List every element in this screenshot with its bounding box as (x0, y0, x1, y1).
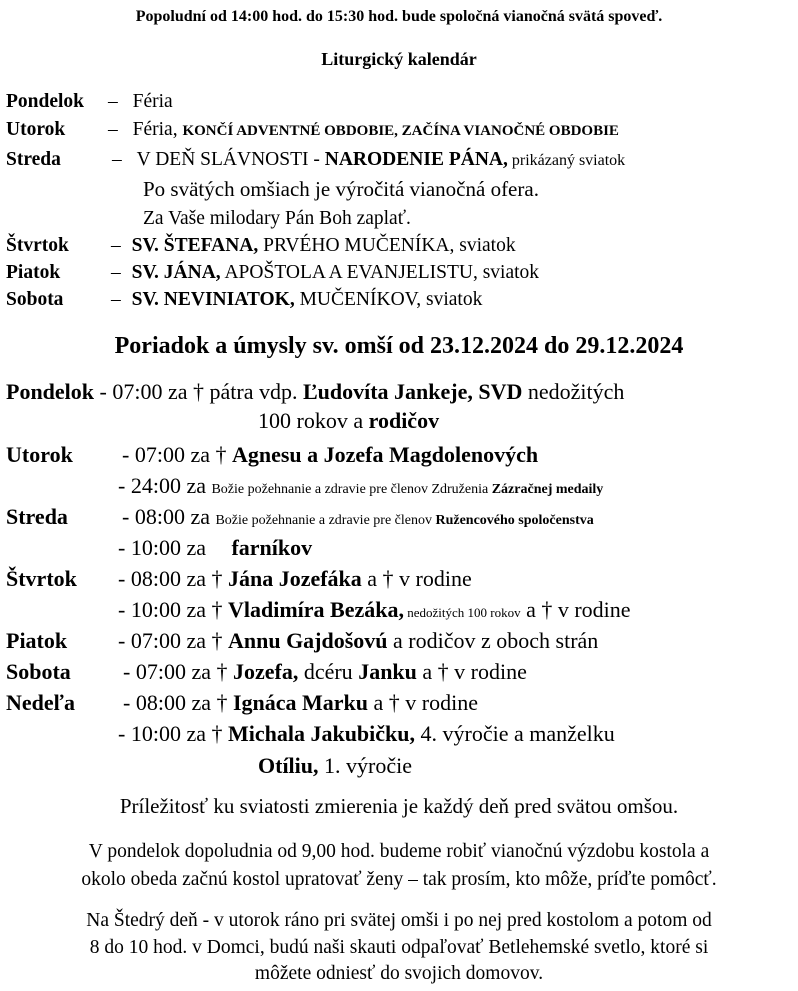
mass-intention-name: Zázračnej medaily (491, 482, 604, 497)
mass-time: - 07:00 za † (118, 628, 228, 653)
mass-intention-name: Ignáca Marku (232, 690, 369, 715)
mass-intention-text: a † v rodine (368, 690, 478, 715)
mass-intention-text: 1. výročie (318, 753, 412, 778)
mass-row-saturday (123, 661, 527, 683)
notice-decoration-line2: okolo obeda začnú kostol upratovať ženy – tak prosím, kto môže, príďte pomôcť. (81, 869, 717, 890)
mass-day-saturday: Sobota (6, 659, 71, 684)
calendar-entry-tuesday (108, 120, 619, 140)
calendar-day: Utorok (6, 119, 66, 140)
mass-intention-note: nedožitých 100 rokov (403, 605, 521, 620)
calendar-text: V DEŇ SLÁVNOSTI - (136, 149, 325, 170)
mass-intention-text: a † v rodine (416, 659, 527, 684)
calendar-text: Féria, (132, 119, 183, 140)
mass-time: - 24:00 za (118, 473, 212, 498)
mass-intention-text: nedožitých (522, 379, 625, 404)
calendar-entry-wednesday (112, 150, 625, 170)
calendar-dash: – (108, 91, 118, 112)
mass-time: - 10:00 za (118, 535, 212, 560)
mass-day-sunday: Nedeľa (6, 690, 75, 715)
calendar-feast-note: prikázaný sviatok (507, 152, 626, 169)
mass-row-tuesday-2 (118, 475, 603, 497)
calendar-dash: – (108, 119, 118, 140)
calendar-text: MUČENÍKOV, sviatok (294, 289, 483, 310)
mass-intention-name: Michala Jakubičku, (227, 721, 416, 746)
mass-intention-name: Ružencového spoločenstva (435, 513, 594, 528)
mass-day-thursday: Štvrtok (6, 566, 77, 591)
calendar-row-friday (6, 263, 60, 283)
mass-intention-name: Annu Gajdošovú (227, 628, 388, 653)
mass-row-wednesday-1 (122, 506, 594, 528)
calendar-text: PRVÉHO MUČENÍKA, sviatok (258, 235, 516, 256)
calendar-dash: – (111, 289, 121, 310)
mass-day: Pondelok (6, 379, 95, 404)
calendar-day: Piatok (6, 262, 61, 283)
calendar-entry-saturday (111, 290, 482, 310)
calendar-dash: – (111, 235, 121, 256)
calendar-feast: NARODENIE PÁNA, (324, 149, 508, 170)
thanks-note: Za Vaše milodary Pán Boh zaplať. (143, 208, 411, 229)
calendar-day: Štvrtok (6, 235, 69, 256)
mass-row-friday (118, 630, 598, 652)
notice-decoration-line1: V pondelok dopoludnia od 9,00 hod. budeme robiť vianočnú výzdobu kostola a (88, 841, 710, 862)
mass-day-tuesday: Utorok (6, 442, 73, 467)
calendar-title: Liturgický kalendár (321, 49, 477, 69)
mass-time: - 08:00 za † (118, 566, 228, 591)
notice-light-line2: 8 do 10 hod. v Domci, budú naši skauti odpaľovať Betlehemské svetlo, ktoré si (89, 937, 709, 958)
calendar-row-monday (6, 92, 84, 112)
mass-intention-name: Agnesu a Jozefa Magdolenových (231, 442, 539, 467)
mass-day-wednesday: Streda (6, 504, 68, 529)
mass-intention-name: Otíliu, (258, 753, 319, 778)
notice-light-line1: Na Štedrý deň - v utorok ráno pri svätej omši i po nej pred kostolom a potom od (86, 910, 712, 931)
mass-time: - 08:00 za (122, 504, 216, 529)
calendar-caps: KONČÍ ADVENTNÉ OBDOBIE, ZAČÍNA VIANOČNÉ OBDOBIE (182, 123, 619, 139)
mass-intention-text: 100 rokov a (258, 408, 369, 433)
calendar-day: Streda (6, 149, 61, 170)
mass-intention-name: rodičov (368, 408, 440, 433)
mass-row-monday-cont (258, 410, 439, 432)
calendar-entry-friday (111, 263, 539, 283)
mass-intention-text: dcéru (298, 659, 359, 684)
mass-intention-name: Vladimíra Bezáka, (227, 597, 404, 622)
mass-schedule-title: Poriadok a úmysly sv. omší od 23.12.2024 do 29.12.2024 (114, 333, 684, 359)
calendar-text: APOŠTOLA A EVANJELISTU, sviatok (220, 262, 540, 283)
mass-row-wednesday-2 (118, 537, 312, 559)
calendar-dash: – (112, 149, 122, 170)
mass-row-tuesday-1 (122, 444, 538, 466)
mass-row-sunday-2 (118, 723, 615, 745)
mass-time: - 10:00 za † (118, 721, 228, 746)
mass-time: - 10:00 za † (118, 597, 228, 622)
mass-time: - 08:00 za † (123, 690, 233, 715)
mass-intention-text: a † v rodine (520, 597, 631, 622)
mass-intention-text: 4. výročie a manželku (415, 721, 615, 746)
calendar-text: Féria (132, 91, 173, 112)
mass-intention-name: farníkov (231, 535, 313, 560)
mass-intention-name: Janku (358, 659, 417, 684)
mass-intention-name: Jána Jozefáka (227, 566, 362, 591)
calendar-entry-monday (108, 92, 173, 112)
mass-intention-text: a † v rodine (361, 566, 472, 591)
offering-note: Po svätých omšiach je výročitá vianočná ofera. (143, 177, 539, 201)
mass-time: - 07:00 za † (123, 659, 233, 684)
calendar-row-thursday (6, 236, 69, 256)
calendar-entry-thursday (111, 236, 516, 256)
mass-row-sunday-3 (258, 755, 412, 777)
mass-row-monday (6, 381, 624, 403)
mass-intention-text: Božie požehnanie a zdravie pre členov (215, 513, 436, 528)
mass-intention-name: Jozefa, (232, 659, 299, 684)
calendar-dash: – (111, 262, 121, 283)
mass-intention-text: a rodičov z oboch strán (387, 628, 599, 653)
mass-row-thursday-2 (118, 599, 631, 621)
notice-confession: Príležitosť ku sviatosti zmierenia je každý deň pred svätou omšou. (119, 794, 679, 818)
calendar-row-wednesday (6, 150, 61, 170)
calendar-row-saturday (6, 290, 63, 310)
mass-intention-name: Ľudovíta Jankeje, SVD (302, 379, 523, 404)
mass-row-thursday-1 (118, 568, 472, 590)
calendar-feast: SV. JÁNA, (131, 262, 221, 283)
confession-announcement: Popoludní od 14:00 hod. do 15:30 hod. bude spoločná vianočná svätá spoveď. (135, 8, 663, 25)
calendar-feast: SV. ŠTEFANA, (131, 235, 259, 256)
mass-time: - 07:00 za † pátra vdp. (94, 379, 303, 404)
mass-time: - 07:00 za † (122, 442, 232, 467)
mass-row-sunday-1 (123, 692, 478, 714)
mass-intention-text: Božie požehnanie a zdravie pre členov Združenia (211, 482, 492, 497)
calendar-row-tuesday (6, 120, 65, 140)
mass-day-friday: Piatok (6, 628, 68, 653)
notice-light-line3: môžete odniesť do svojich domovov. (254, 963, 544, 984)
calendar-feast: SV. NEVINIATOK, (131, 289, 295, 310)
calendar-day: Sobota (6, 289, 64, 310)
calendar-day: Pondelok (6, 91, 85, 112)
